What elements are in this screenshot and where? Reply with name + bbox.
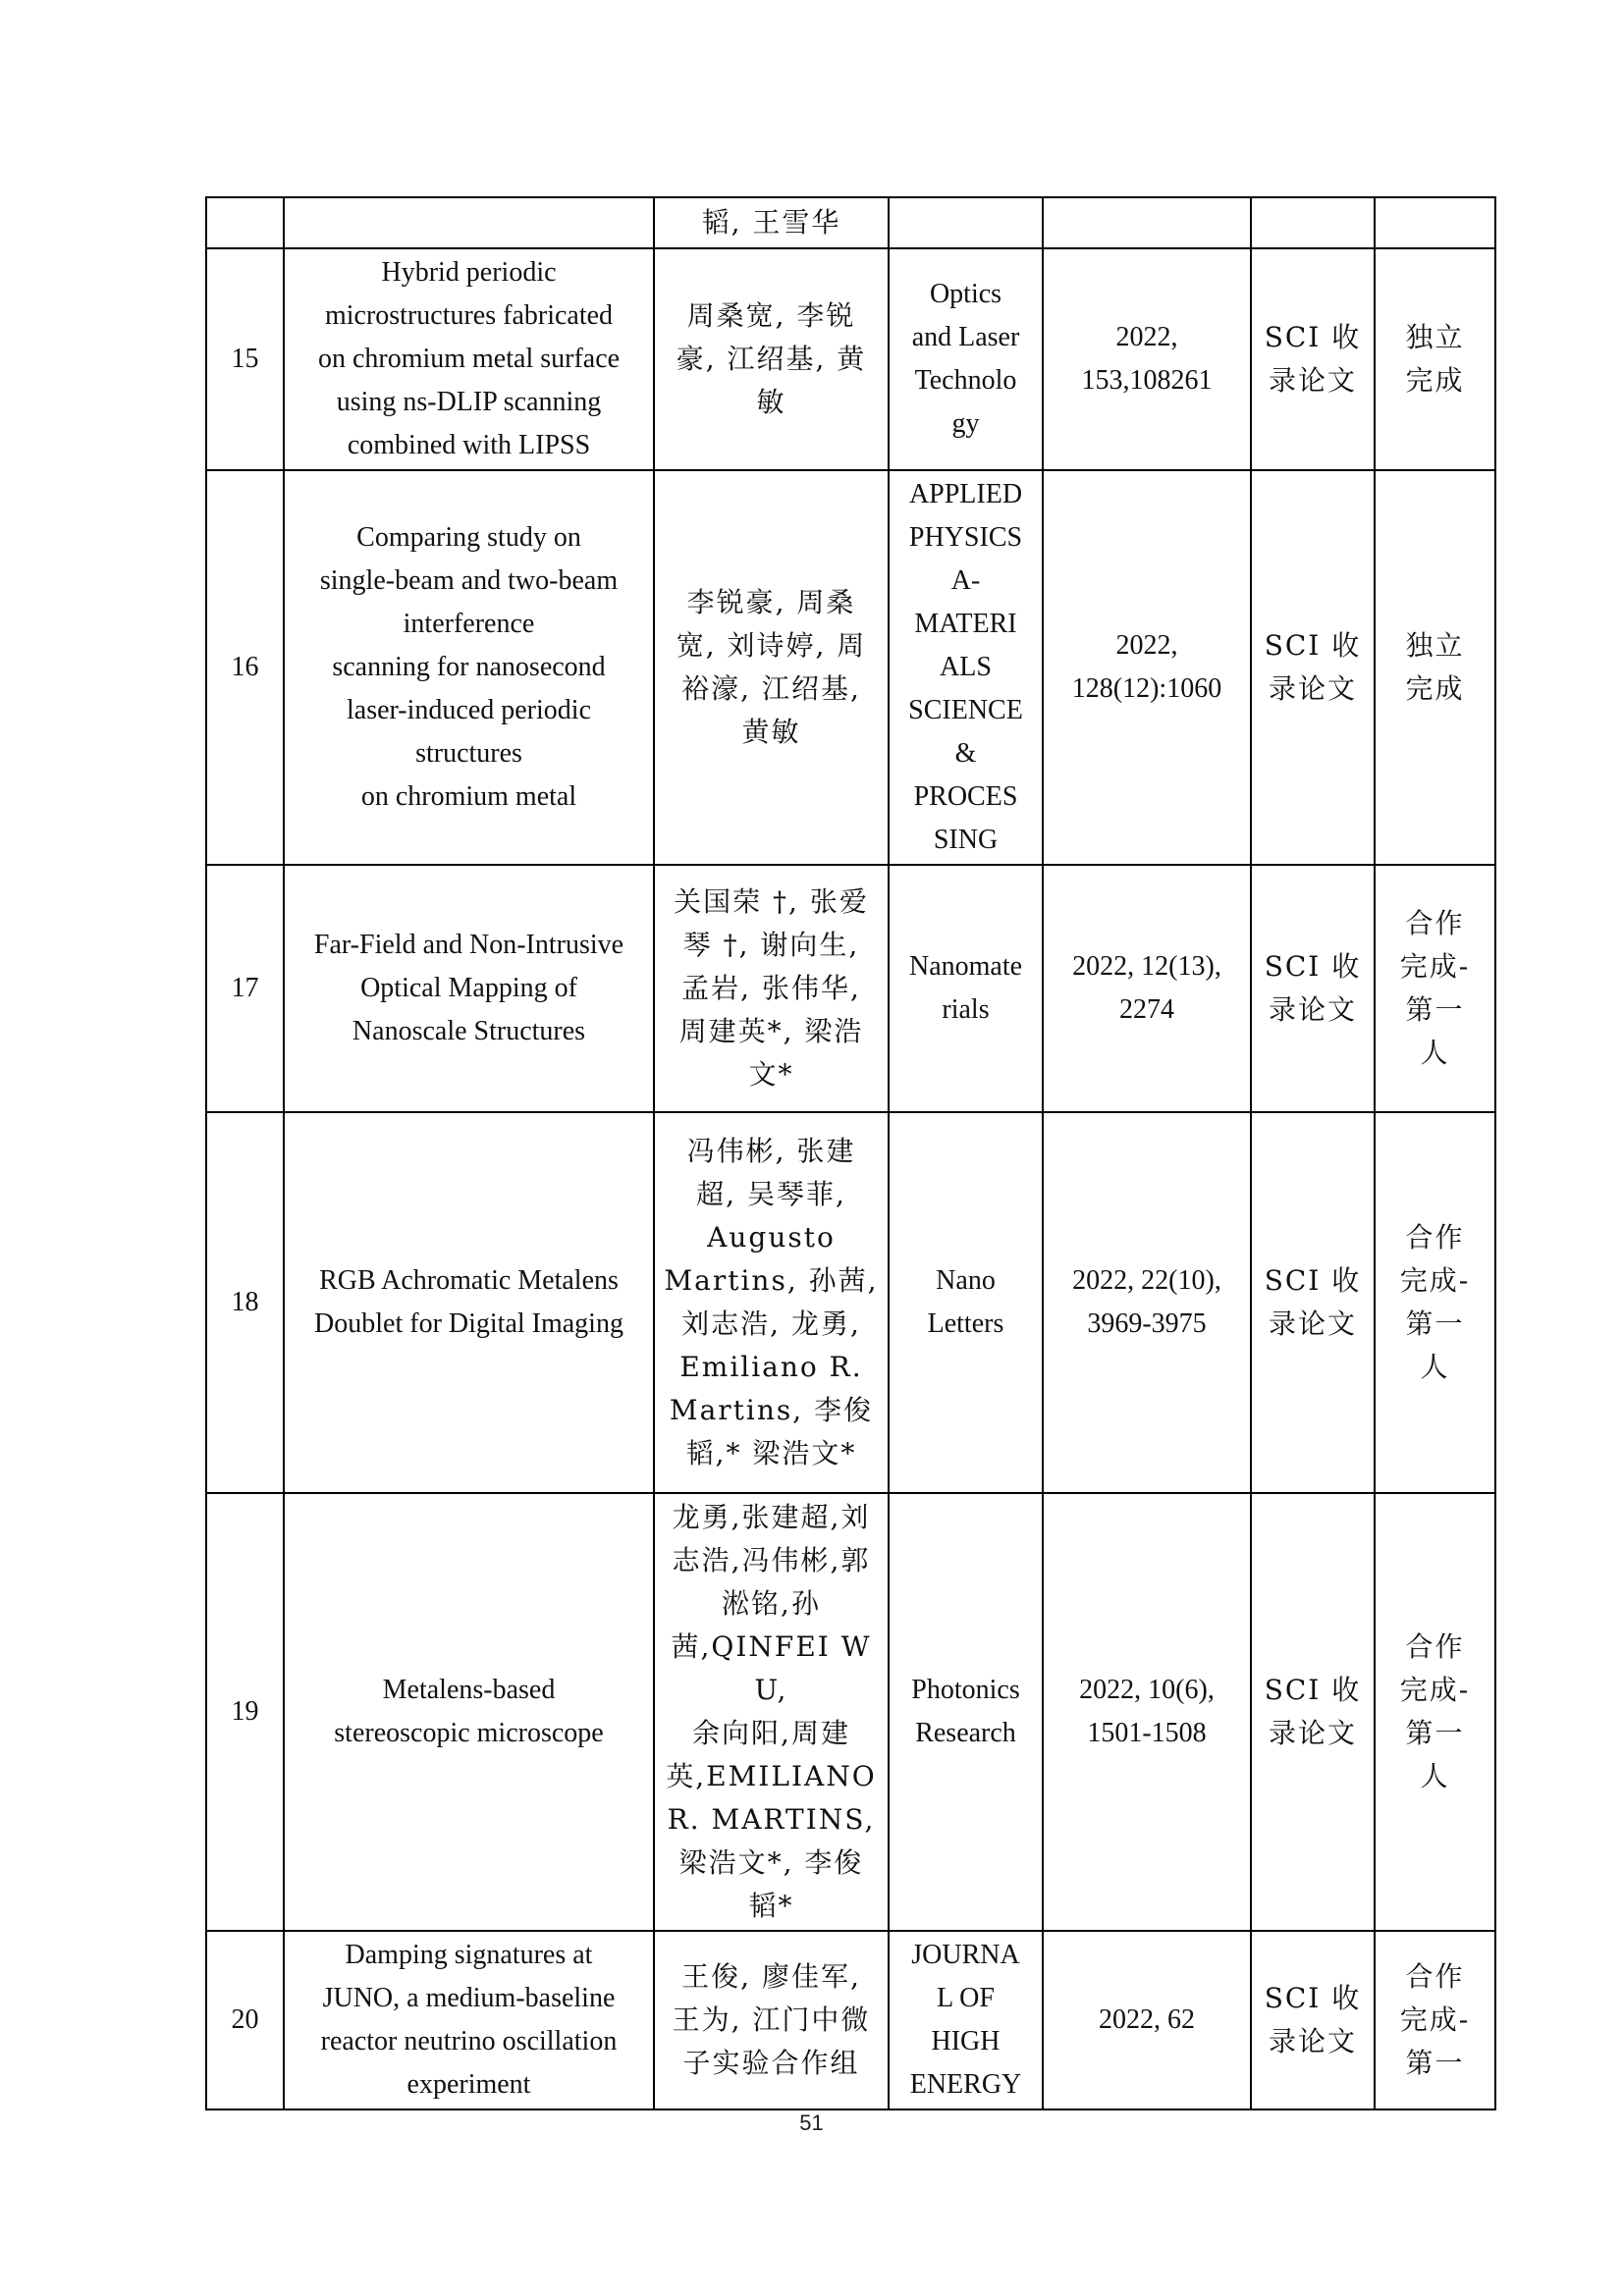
cell-role: 合作 完成- 第一 人 <box>1375 865 1495 1112</box>
cell-type <box>1251 197 1375 248</box>
cell-number: 18 <box>206 1112 284 1493</box>
table-row <box>206 1112 1495 1493</box>
cell-role: 独立 完成 <box>1375 470 1495 865</box>
cell-title: Far-Field and Non-Intrusive Optical Mapping of Nanoscale Structures <box>284 865 654 1112</box>
cell-publication: 2022, 22(10), 3969-3975 <box>1043 1112 1251 1493</box>
cell-authors: 冯伟彬, 张建 超, 吴琴菲, Augusto Martins, 孙茜, 刘志浩, 龙勇, Emiliano R. Martins, 李俊 韬,* 梁浩文* <box>654 1112 889 1493</box>
cell-authors: 李锐豪, 周桑 宽, 刘诗婷, 周 裕濠, 江绍基, 黄敏 <box>654 470 889 865</box>
cell-journal: Photonics Research <box>889 1493 1043 1931</box>
table-row <box>206 1493 1495 1931</box>
cell-role: 合作 完成- 第一 人 <box>1375 1493 1495 1931</box>
cell-publication: 2022, 153,108261 <box>1043 248 1251 470</box>
cell-number: 20 <box>206 1931 284 2109</box>
cell-type: SCI 收 录论文 <box>1251 248 1375 470</box>
cell-publication: 2022, 10(6), 1501-1508 <box>1043 1493 1251 1931</box>
cell-authors: 关国荣 †, 张爱 琴 †, 谢向生, 孟岩, 张伟华, 周建英*, 梁浩 文* <box>654 865 889 1112</box>
cell-authors: 韬, 王雪华 <box>654 197 889 248</box>
cell-authors: 龙勇,张建超,刘 志浩,冯伟彬,郭 淞铭,孙 茜,QINFEI WU, 余向阳,周建 英,EMILIANO R. MARTINS, 梁浩文*, 李俊 韬* <box>654 1493 889 1931</box>
cell-title: RGB Achromatic Metalens Doublet for Digital Imaging <box>284 1112 654 1493</box>
cell-title: Comparing study on single-beam and two-beam interference scanning for nanosecond laser-induced periodic structures on chromium metal <box>284 470 654 865</box>
table-body <box>206 197 1495 2109</box>
cell-journal: Nano Letters <box>889 1112 1043 1493</box>
table-row <box>206 197 1495 248</box>
cell-type: SCI 收 录论文 <box>1251 865 1375 1112</box>
cell-role: 合作 完成- 第一 人 <box>1375 1112 1495 1493</box>
page-number: 51 <box>799 2110 824 2135</box>
cell-number <box>206 197 284 248</box>
table-row <box>206 1931 1495 2109</box>
cell-role <box>1375 197 1495 248</box>
cell-journal <box>889 197 1043 248</box>
cell-journal: Nanomate rials <box>889 865 1043 1112</box>
cell-publication: 2022, 12(13), 2274 <box>1043 865 1251 1112</box>
cell-number: 15 <box>206 248 284 470</box>
table-row <box>206 865 1495 1112</box>
publication-table <box>205 196 1496 2110</box>
cell-type: SCI 收 录论文 <box>1251 1931 1375 2109</box>
cell-journal: Optics and Laser Technolo gy <box>889 248 1043 470</box>
cell-number: 19 <box>206 1493 284 1931</box>
cell-journal: APPLIED PHYSICS A- MATERI ALS SCIENCE & PROCES SING <box>889 470 1043 865</box>
cell-title: Hybrid periodic microstructures fabricated on chromium metal surface using ns-DLIP scanning combined with LIPSS <box>284 248 654 470</box>
cell-publication <box>1043 197 1251 248</box>
cell-type: SCI 收 录论文 <box>1251 1493 1375 1931</box>
table-row <box>206 248 1495 470</box>
cell-title: Metalens-based stereoscopic microscope <box>284 1493 654 1931</box>
cell-role: 合作 完成- 第一 <box>1375 1931 1495 2109</box>
cell-journal: JOURNA L OF HIGH ENERGY <box>889 1931 1043 2109</box>
cell-authors: 周桑宽, 李锐 豪, 江绍基, 黄 敏 <box>654 248 889 470</box>
cell-number: 16 <box>206 470 284 865</box>
cell-publication: 2022, 128(12):1060 <box>1043 470 1251 865</box>
cell-type: SCI 收 录论文 <box>1251 1112 1375 1493</box>
table-row <box>206 470 1495 865</box>
cell-type: SCI 收 录论文 <box>1251 470 1375 865</box>
cell-title: Damping signatures at JUNO, a medium-baseline reactor neutrino oscillation experiment <box>284 1931 654 2109</box>
cell-role: 独立 完成 <box>1375 248 1495 470</box>
cell-authors: 王俊, 廖佳军, 王为, 江门中微 子实验合作组 <box>654 1931 889 2109</box>
cell-publication: 2022, 62 <box>1043 1931 1251 2109</box>
cell-title <box>284 197 654 248</box>
cell-number: 17 <box>206 865 284 1112</box>
